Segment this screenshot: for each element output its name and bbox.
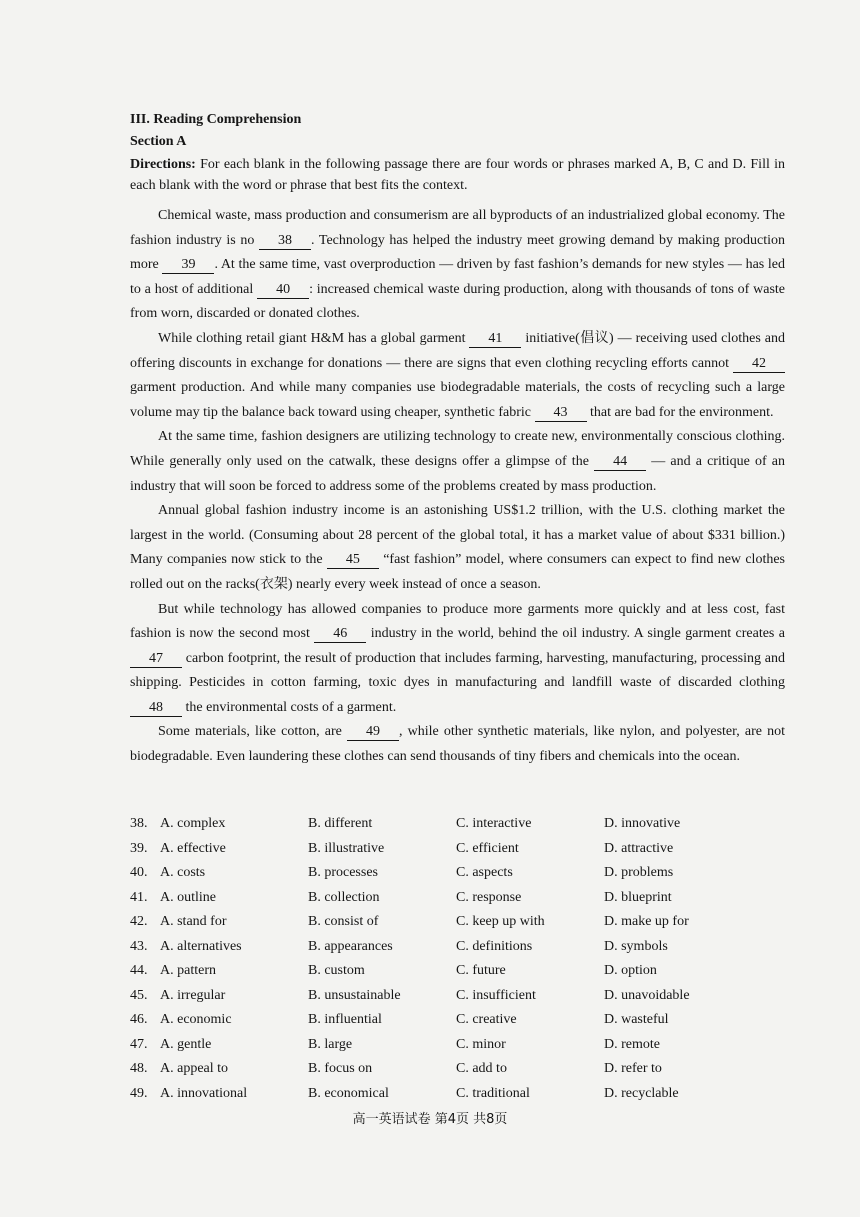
passage-text: Chemical waste, mass production and consumerism are all byproducts of an industrialized global economy. The fashion industry is no [130, 208, 785, 248]
blank-47: 47 [130, 651, 182, 668]
blank-42: 42 [733, 356, 785, 373]
passage-text: carbon footprint, the result of production that includes farming, harvesting, manufacturing, processing and shipping. Pesticides in cotton farming, toxic dyes in manufacturing and landfill waste of discarded clothing [130, 650, 785, 691]
option-c: C. add to [456, 1061, 507, 1076]
passage-paragraph [130, 720, 785, 769]
question-number: 45. [130, 987, 148, 1003]
passage-text: — and a critique of an industry that will soon be forced to address some of the problems created by mass production. [130, 453, 786, 494]
passage-text: initiative(倡议) — receiving used clothes and offering discounts in exchange for donations — there are signs that even clothing recycling efforts cannot [130, 330, 785, 371]
passage-text: At the same time, fashion designers are utilizing technology to create new, environmentally conscious clothing. While generally only used on the catwalk, these designs offer a glimpse of the [130, 429, 785, 469]
question-44 [130, 959, 790, 984]
passage-text: : increased chemical waste during production, along with thousands of tons of waste from worn, discarded or donated clothes. [130, 281, 786, 322]
passage-text: . Technology has helped the industry meet growing demand by making production more [130, 232, 785, 273]
option-a: A. complex [160, 816, 226, 831]
question-number: 42. [130, 914, 148, 929]
blank-45: 45 [327, 552, 379, 569]
option-d: D. option [604, 963, 657, 978]
option-c: C. keep up with [456, 914, 545, 929]
option-a: A. appeal to [160, 1061, 229, 1076]
question-39 [130, 837, 790, 862]
question-number: 43. [130, 938, 148, 954]
option-a: A. stand for [160, 914, 227, 929]
passage-text: Some materials, like cotton, are [158, 724, 347, 740]
option-c: C. future [456, 963, 506, 978]
option-a: A. effective [160, 840, 226, 856]
option-a: A. pattern [160, 963, 216, 978]
option-c: C. creative [456, 1012, 517, 1027]
passage-text: industry in the world, behind the oil industry. A single garment creates a [366, 626, 785, 642]
question-number: 40. [130, 865, 148, 880]
question-48 [130, 1057, 790, 1082]
blank-46: 46 [314, 626, 366, 643]
option-c: C. interactive [456, 816, 532, 831]
passage-text: Annual global fashion industry income is an astonishing US$1.2 trillion, with the U.S. clothing market the largest in the world. (Consuming about 28 percent of the global total, it has a market value of about $331 billion.) Many companies now stick to the [130, 503, 785, 568]
blank-44: 44 [594, 454, 646, 471]
option-b: B. different [308, 816, 373, 831]
page-footer: 高一英语试卷 第4页 共8页 [352, 1112, 508, 1127]
option-b: B. unsustainable [308, 987, 401, 1003]
passage-paragraph [130, 327, 785, 425]
directions-label: Directions: [130, 157, 196, 172]
option-a: A. innovational [160, 1085, 248, 1101]
question-43 [130, 935, 790, 960]
passage-text: the environmental costs of a garment. [182, 699, 397, 715]
passage-text: “fast fashion” model, where consumers can expect to find new clothes rolled out on the racks(衣架) nearly every week instead of once a season. [130, 552, 786, 592]
passage-paragraph [130, 425, 785, 499]
blank-38: 38 [259, 233, 311, 250]
question-41 [130, 886, 790, 911]
passage-text: . At the same time, vast overproduction — driven by fast fashion’s demands for new styles — has led to a host of additional [130, 257, 786, 297]
option-a: A. economic [160, 1012, 232, 1027]
option-a: A. costs [160, 865, 206, 880]
passage-text: that are bad for the environment. [586, 404, 774, 420]
question-38 [130, 812, 790, 837]
option-b: B. processes [308, 865, 378, 880]
question-number: 48. [130, 1061, 148, 1076]
passage-text: While clothing retail giant H&M has a global garment [158, 330, 470, 346]
option-b: B. large [308, 1036, 353, 1052]
question-number: 39. [130, 840, 148, 856]
blank-39: 39 [162, 257, 214, 274]
option-d: D. refer to [604, 1061, 662, 1076]
option-d: D. make up for [604, 914, 689, 929]
option-c: C. response [456, 889, 522, 905]
option-b: B. focus on [308, 1061, 373, 1076]
option-d: D. recyclable [604, 1085, 679, 1101]
question-46 [130, 1008, 790, 1033]
passage-text: garment production. And while many companies use biodegradable materials, the costs of recycling such a large volume may tip the balance back toward using cheaper, synthetic fabric [130, 380, 785, 420]
option-d: D. problems [604, 865, 674, 880]
option-a: A. alternatives [160, 938, 242, 954]
option-d: D. wasteful [604, 1012, 669, 1027]
option-b: B. consist of [308, 914, 379, 929]
question-number: 46. [130, 1012, 148, 1027]
option-b: B. custom [308, 963, 365, 978]
reading-section [130, 110, 785, 770]
passage-paragraph [130, 204, 785, 327]
directions-text: For each blank in the following passage there are four words or phrases marked A, B, C and D. Fill in each blank with the word or phrase that best fits the context. [130, 157, 785, 193]
option-d: D. symbols [604, 938, 668, 954]
section-title: III. Reading Comprehension [130, 112, 302, 127]
passage-paragraph [130, 499, 785, 597]
option-d: D. attractive [604, 840, 674, 856]
question-number: 49. [130, 1085, 148, 1101]
options-list [130, 812, 790, 1106]
option-d: D. remote [604, 1036, 660, 1052]
passage-text: But while technology has allowed companies to produce more garments more quickly and at less cost, fast fashion is now the second most [130, 601, 785, 642]
blank-41: 41 [469, 331, 521, 348]
passage-text: , while other synthetic materials, like nylon, and polyester, are not biodegradable. Even laundering these clothes can send thousands of tiny fibers and chemicals into the ocean. [130, 724, 785, 765]
directions [130, 154, 785, 196]
option-c: C. minor [456, 1036, 506, 1052]
option-d: D. unavoidable [604, 987, 690, 1003]
option-c: C. insufficient [456, 987, 536, 1003]
option-b: B. economical [308, 1085, 389, 1101]
option-c: C. definitions [456, 938, 533, 954]
question-number: 47. [130, 1036, 148, 1052]
option-b: B. influential [308, 1012, 382, 1027]
option-a: A. gentle [160, 1036, 212, 1052]
question-49 [130, 1082, 790, 1107]
question-45 [130, 984, 790, 1009]
blank-48: 48 [130, 700, 182, 717]
option-a: A. outline [160, 889, 216, 905]
question-number: 44. [130, 963, 148, 978]
question-40 [130, 861, 790, 886]
option-b: B. illustrative [308, 840, 385, 856]
option-c: C. traditional [456, 1085, 530, 1101]
option-b: B. collection [308, 889, 380, 905]
question-47 [130, 1033, 790, 1058]
passage-paragraph [130, 598, 785, 721]
blank-40: 40 [257, 282, 309, 299]
question-42 [130, 910, 790, 935]
option-c: C. efficient [456, 840, 519, 856]
subsection-title: Section A [130, 134, 187, 149]
option-d: D. innovative [604, 816, 681, 831]
option-a: A. irregular [160, 987, 226, 1003]
option-d: D. blueprint [604, 889, 672, 905]
question-number: 38. [130, 816, 148, 831]
blank-49: 49 [347, 724, 399, 741]
option-c: C. aspects [456, 865, 513, 880]
blank-43: 43 [535, 405, 587, 422]
passage [130, 204, 785, 770]
option-b: B. appearances [308, 938, 393, 954]
question-number: 41. [130, 889, 148, 905]
